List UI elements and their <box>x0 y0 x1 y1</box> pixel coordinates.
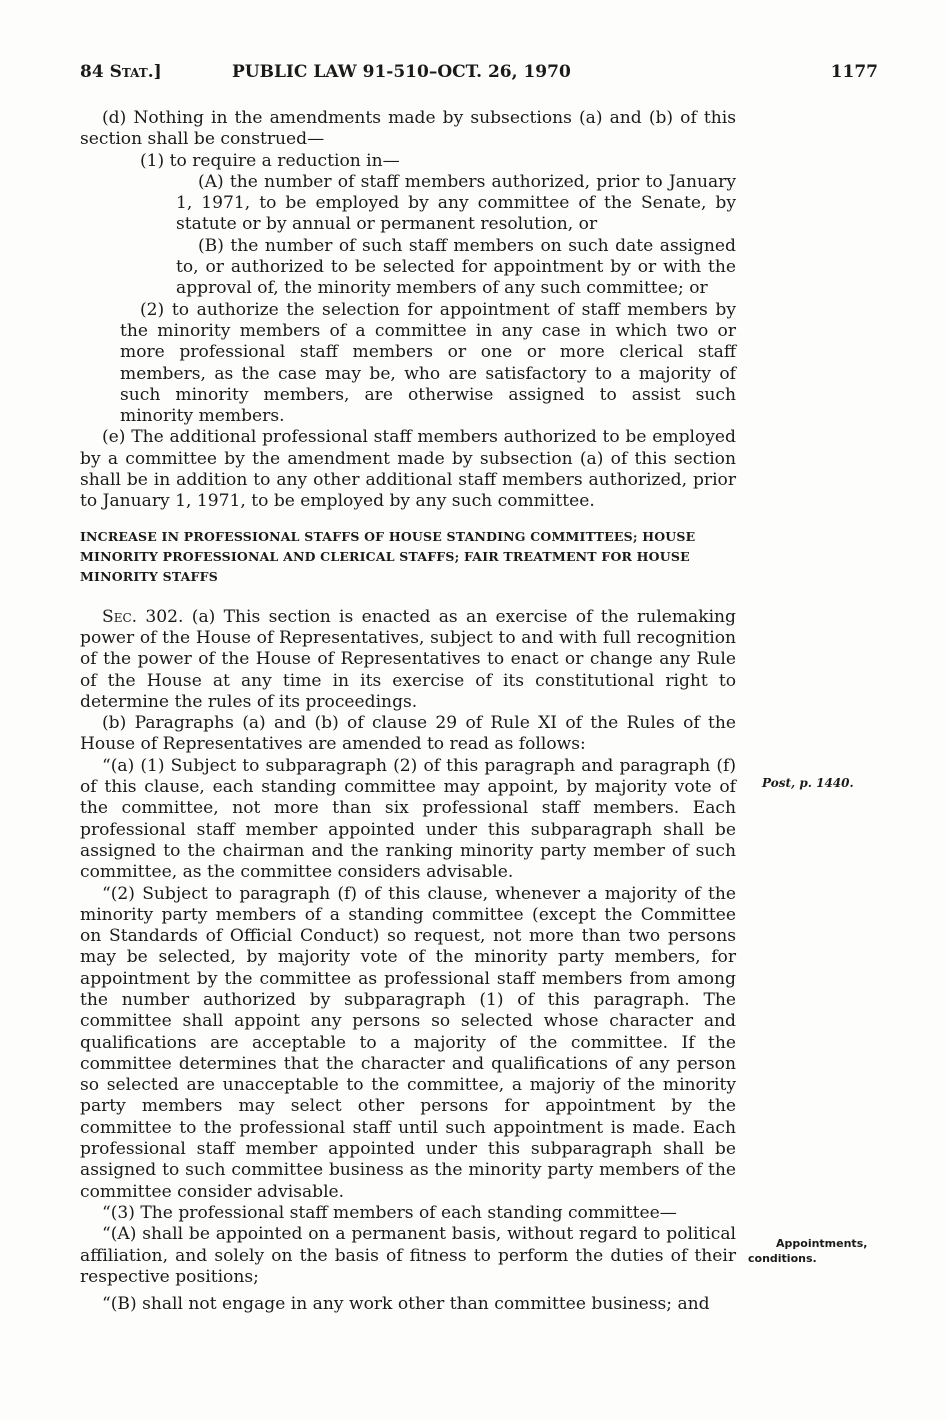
paragraph-d-intro: (d) Nothing in the amendments made by subsections (a) and (b) of this section shall be construed— <box>80 108 736 150</box>
body-text <box>80 108 736 1315</box>
paragraph-a1: “(a) (1) Subject to subparagraph (2) of this paragraph and paragraph (f) of this clause, each standing committee may appoint, by majority vote of the committee, not more than six professional staff members. Each professional staff member appointed under this subparagraph shall be assigned to the chairman and the ranking minority party member of such committee, as the committee considers advisable. <box>80 755 736 883</box>
sec-label: Sec. <box>102 606 138 627</box>
margin-note-appointments <box>748 1236 868 1266</box>
margin-note-post: Post, p. 1440. <box>762 776 854 790</box>
margin-note-appointments-line1: Appointments, <box>776 1237 868 1250</box>
page-header <box>80 62 878 86</box>
paragraph-d2: (2) to authorize the selection for appointment of staff members by the minority members of a committee in any case in which two or more professional staff members or one or more clerical staff members, as the case may be, who are satisfactory to a majority of such minority members, are otherwise assigned to assist such minority members. <box>120 299 736 427</box>
page-number: 1177 <box>830 62 878 82</box>
paragraph-e: (e) The additional professional staff members authorized to be employed by a committee by the amendment made by subsection (a) of this section shall be in addition to any other additional staff members authorized, prior to January 1, 1971, to be employed by any such committee. <box>80 427 736 512</box>
paragraph-a3-a: “(A) shall be appointed on a permanent basis, without regard to political affiliation, and solely on the basis of fitness to perform the duties of their respective positions; <box>80 1224 736 1287</box>
page-title: PUBLIC LAW 91-510–OCT. 26, 1970 <box>232 62 571 82</box>
paragraph-d1-a: (A) the number of staff members authorized, prior to January 1, 1971, to be employed by any committee of the Senate, by statute or by annual or permanent resolution, or <box>176 171 736 235</box>
paragraph-d1: (1) to require a reduction in— <box>140 150 400 171</box>
section-heading: INCREASE IN PROFESSIONAL STAFFS OF HOUSE STANDING COMMITTEES; HOUSE MINORITY PROFESSIONAL AND CLERICAL STAFFS; FAIR TREATMENT FOR HOUSE MINORITY STAFFS <box>80 528 696 584</box>
stat-citation: 84 Stat.] <box>80 62 162 82</box>
paragraph-d1-b: (B) the number of such staff members on such date assigned to, or authorized to be selected for appointment by or with the approval of, the minority members of any such committee; or <box>176 235 736 299</box>
paragraph-sec302-b: (b) Paragraphs (a) and (b) of clause 29 of Rule XI of the Rules of the House of Representatives are amended to read as follows: <box>80 713 736 755</box>
margin-note-appointments-line2: conditions. <box>748 1252 817 1265</box>
paragraph-a3-b: “(B) shall not engage in any work other than committee business; and <box>102 1294 710 1315</box>
paragraph-a2: “(2) Subject to paragraph (f) of this clause, whenever a majority of the minority party members of a standing committee (except the Committee on Standards of Official Conduct) so request, not more than two persons may be selected, by majority vote of the minority party members, for appointment by the committee as professional staff members from among the number authorized by subparagraph (1) of this paragraph. The committee shall appoint any persons so selected whose character and qualifications are acceptable to a majority of the committee. If the committee determines that the character and qualifications of any person so selected are unacceptable to the committee, a majoriy of the minority party members may select other persons for appointment by the committee to the professional staff until such appointment is made. Each professional staff member appointed under this subparagraph shall be assigned to such committee business as the minority party members of the committee consider advisable. <box>80 883 736 1202</box>
bracket: ] <box>153 62 162 82</box>
paragraph-a3: “(3) The professional staff members of each standing committee— <box>102 1202 677 1223</box>
paragraph-sec302-a <box>80 607 736 713</box>
sec302-a-text: 302. (a) This section is enacted as an exercise of the rulemaking power of the House of Representatives, subject to and with full recognition of the power of the House of Representatives to enact or change any Rule of the House at any time in its exercise of its constitutional right to determine the rules of its proceedings. <box>80 606 736 712</box>
